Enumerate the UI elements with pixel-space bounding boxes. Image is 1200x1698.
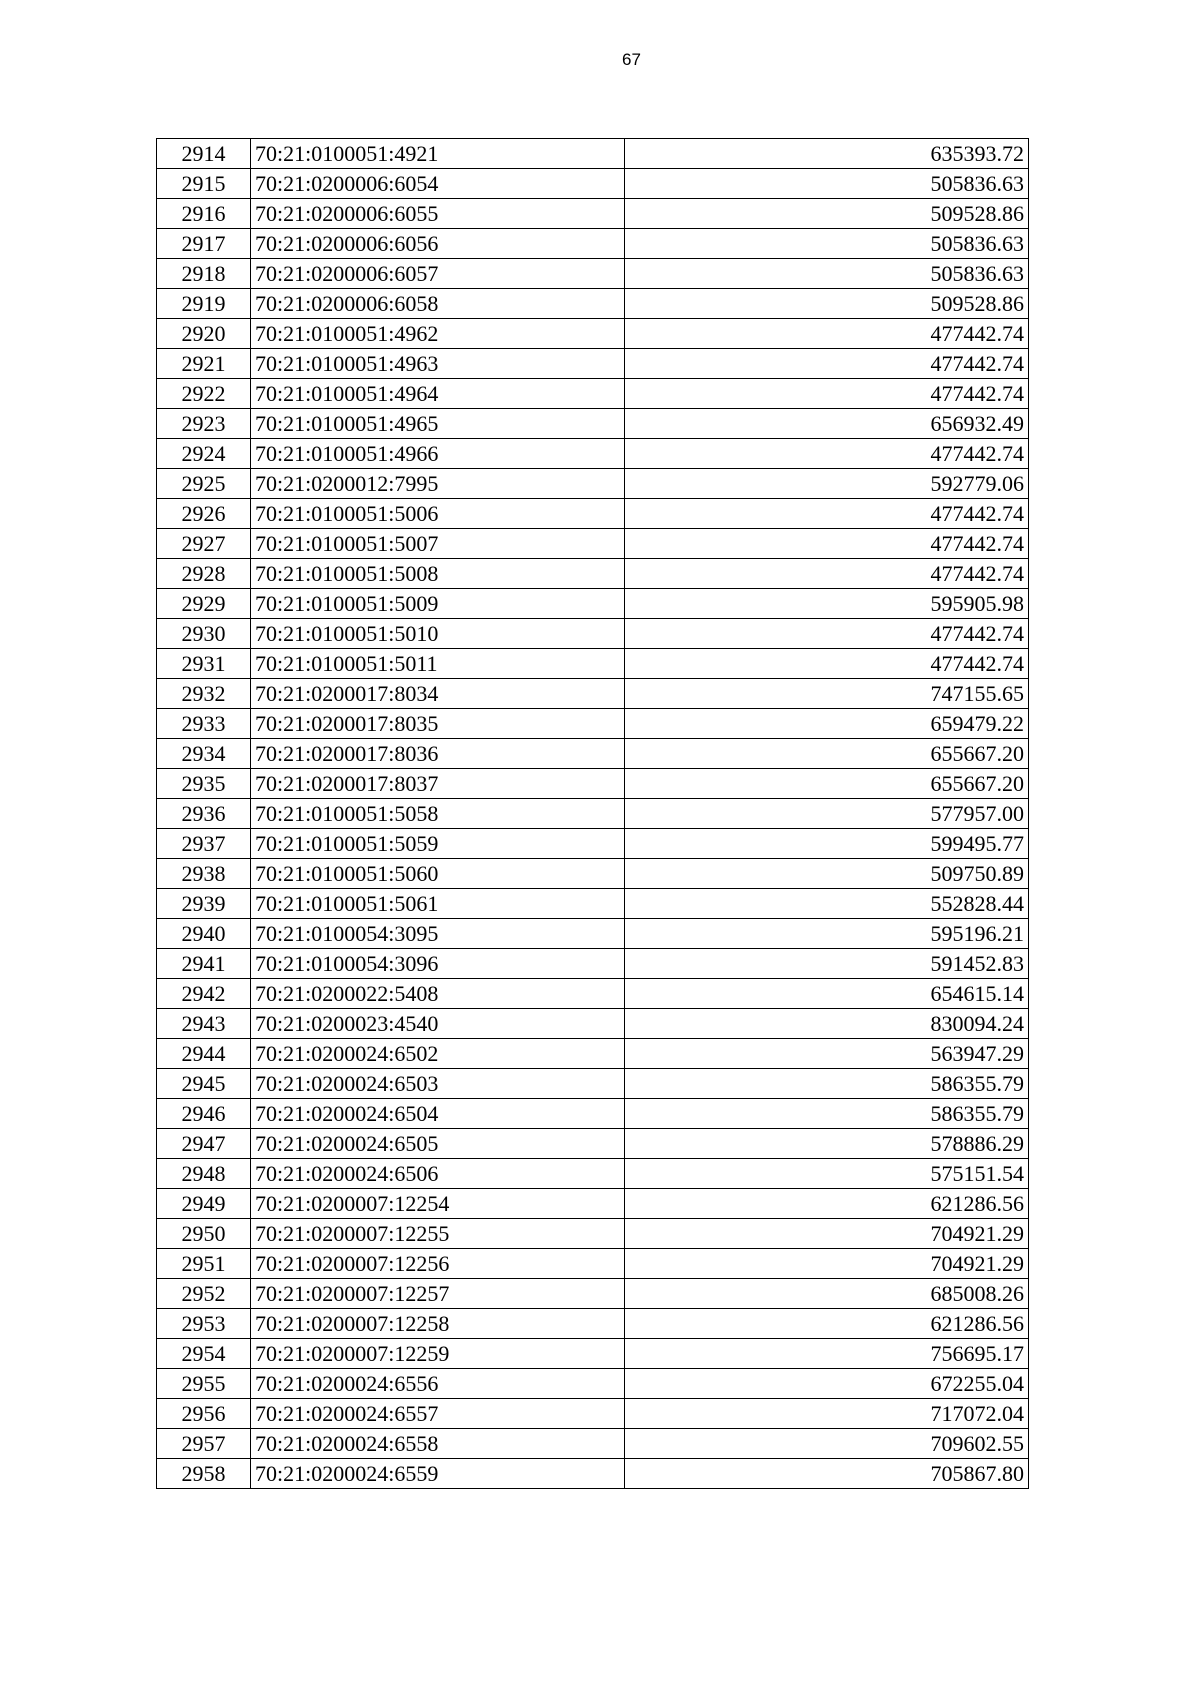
table-row [157,319,1029,349]
table-row [157,739,1029,769]
row-number-cell: 2914 [157,139,251,169]
row-number-cell: 2916 [157,199,251,229]
cadastral-value-cell: 635393.72 [625,139,1029,169]
cadastral-number-cell: 70:21:0100051:5008 [251,559,625,589]
table-row [157,139,1029,169]
cadastral-number-cell: 70:21:0200006:6056 [251,229,625,259]
table-row [157,469,1029,499]
cadastral-number-cell: 70:21:0200024:6556 [251,1369,625,1399]
row-number-cell: 2954 [157,1339,251,1369]
table-row [157,829,1029,859]
row-number-cell: 2915 [157,169,251,199]
row-number-cell: 2940 [157,919,251,949]
cadastral-number-cell: 70:21:0200017:8034 [251,679,625,709]
row-number-cell: 2934 [157,739,251,769]
table-row [157,979,1029,1009]
cadastral-number-cell: 70:21:0200007:12257 [251,1279,625,1309]
cadastral-value-cell: 505836.63 [625,259,1029,289]
cadastral-value-cell: 621286.56 [625,1189,1029,1219]
row-number-cell: 2942 [157,979,251,1009]
cadastral-value-cell: 655667.20 [625,739,1029,769]
row-number-cell: 2937 [157,829,251,859]
cadastral-value-cell: 586355.79 [625,1099,1029,1129]
row-number-cell: 2938 [157,859,251,889]
table-row [157,919,1029,949]
row-number-cell: 2922 [157,379,251,409]
cadastral-value-cell: 477442.74 [625,319,1029,349]
table-row [157,1339,1029,1369]
cadastral-number-cell: 70:21:0200024:6559 [251,1459,625,1489]
cadastral-number-cell: 70:21:0100051:4921 [251,139,625,169]
table-row [157,1309,1029,1339]
cadastral-value-cell: 477442.74 [625,379,1029,409]
table-row [157,1099,1029,1129]
cadastral-value-cell: 505836.63 [625,169,1029,199]
cadastral-value-cell: 655667.20 [625,769,1029,799]
cadastral-number-cell: 70:21:0100051:5058 [251,799,625,829]
cadastral-number-cell: 70:21:0200017:8037 [251,769,625,799]
cadastral-value-cell: 704921.29 [625,1219,1029,1249]
cadastral-number-cell: 70:21:0200007:12259 [251,1339,625,1369]
table-row [157,409,1029,439]
cadastral-number-cell: 70:21:0200024:6504 [251,1099,625,1129]
cadastral-value-cell: 509528.86 [625,289,1029,319]
row-number-cell: 2944 [157,1039,251,1069]
row-number-cell: 2936 [157,799,251,829]
cadastral-value-cell: 477442.74 [625,439,1029,469]
row-number-cell: 2932 [157,679,251,709]
row-number-cell: 2941 [157,949,251,979]
table-row [157,1219,1029,1249]
cadastral-value-cell: 477442.74 [625,529,1029,559]
row-number-cell: 2925 [157,469,251,499]
row-number-cell: 2928 [157,559,251,589]
cadastral-number-cell: 70:21:0200007:12254 [251,1189,625,1219]
cadastral-number-cell: 70:21:0100054:3095 [251,919,625,949]
cadastral-number-cell: 70:21:0200023:4540 [251,1009,625,1039]
table-body [157,139,1029,1489]
table-row [157,949,1029,979]
row-number-cell: 2931 [157,649,251,679]
row-number-cell: 2920 [157,319,251,349]
cadastral-value-cell: 654615.14 [625,979,1029,1009]
cadastral-value-cell: 704921.29 [625,1249,1029,1279]
table-row [157,169,1029,199]
row-number-cell: 2950 [157,1219,251,1249]
cadastral-value-cell: 595905.98 [625,589,1029,619]
cadastral-value-cell: 830094.24 [625,1009,1029,1039]
table-row [157,199,1029,229]
table-row [157,1369,1029,1399]
table-row [157,1279,1029,1309]
cadastral-value-cell: 659479.22 [625,709,1029,739]
table-row [157,1009,1029,1039]
row-number-cell: 2927 [157,529,251,559]
cadastral-value-cell: 575151.54 [625,1159,1029,1189]
cadastral-number-cell: 70:21:0100051:4962 [251,319,625,349]
cadastral-number-cell: 70:21:0200024:6502 [251,1039,625,1069]
cadastral-number-cell: 70:21:0200024:6506 [251,1159,625,1189]
row-number-cell: 2930 [157,619,251,649]
cadastral-value-cell: 656932.49 [625,409,1029,439]
row-number-cell: 2923 [157,409,251,439]
row-number-cell: 2917 [157,229,251,259]
cadastral-value-cell: 477442.74 [625,499,1029,529]
cadastral-value-cell: 477442.74 [625,619,1029,649]
row-number-cell: 2933 [157,709,251,739]
cadastral-number-cell: 70:21:0100051:4964 [251,379,625,409]
row-number-cell: 2952 [157,1279,251,1309]
table-row [157,499,1029,529]
table-row [157,1069,1029,1099]
table-row [157,709,1029,739]
table-row [157,1159,1029,1189]
cadastral-value-cell: 477442.74 [625,649,1029,679]
cadastral-value-cell: 592779.06 [625,469,1029,499]
cadastral-value-cell: 621286.56 [625,1309,1029,1339]
cadastral-number-cell: 70:21:0200022:5408 [251,979,625,1009]
row-number-cell: 2943 [157,1009,251,1039]
page-number: 67 [622,50,641,69]
cadastral-value-cell: 747155.65 [625,679,1029,709]
row-number-cell: 2946 [157,1099,251,1129]
table-row [157,589,1029,619]
cadastral-value-cell: 552828.44 [625,889,1029,919]
table-row [157,349,1029,379]
table-row [157,1429,1029,1459]
cadastral-value-cell: 595196.21 [625,919,1029,949]
cadastral-number-cell: 70:21:0100051:4965 [251,409,625,439]
table-row [157,1189,1029,1219]
row-number-cell: 2939 [157,889,251,919]
table-row [157,229,1029,259]
cadastral-number-cell: 70:21:0200006:6054 [251,169,625,199]
row-number-cell: 2958 [157,1459,251,1489]
row-number-cell: 2956 [157,1399,251,1429]
row-number-cell: 2935 [157,769,251,799]
cadastral-value-cell: 509528.86 [625,199,1029,229]
cadastral-value-cell: 685008.26 [625,1279,1029,1309]
table-row [157,259,1029,289]
row-number-cell: 2957 [157,1429,251,1459]
table-row [157,799,1029,829]
cadastral-number-cell: 70:21:0200024:6558 [251,1429,625,1459]
cadastral-number-cell: 70:21:0100054:3096 [251,949,625,979]
row-number-cell: 2919 [157,289,251,319]
table-row [157,1399,1029,1429]
cadastral-number-cell: 70:21:0100051:5010 [251,619,625,649]
table-row [157,889,1029,919]
table-row [157,1129,1029,1159]
cadastral-value-cell: 509750.89 [625,859,1029,889]
cadastral-number-cell: 70:21:0100051:5060 [251,859,625,889]
cadastral-number-cell: 70:21:0200024:6505 [251,1129,625,1159]
cadastral-number-cell: 70:21:0100051:5009 [251,589,625,619]
table-row [157,529,1029,559]
cadastral-value-cell: 586355.79 [625,1069,1029,1099]
cadastral-number-cell: 70:21:0200012:7995 [251,469,625,499]
cadastral-number-cell: 70:21:0200006:6058 [251,289,625,319]
row-number-cell: 2955 [157,1369,251,1399]
cadastral-number-cell: 70:21:0100051:5011 [251,649,625,679]
row-number-cell: 2953 [157,1309,251,1339]
cadastral-number-cell: 70:21:0200007:12258 [251,1309,625,1339]
cadastral-value-cell: 505836.63 [625,229,1029,259]
table-row [157,439,1029,469]
cadastral-number-cell: 70:21:0200017:8035 [251,709,625,739]
row-number-cell: 2945 [157,1069,251,1099]
cadastral-number-cell: 70:21:0200017:8036 [251,739,625,769]
row-number-cell: 2926 [157,499,251,529]
table-row [157,379,1029,409]
table-row [157,1039,1029,1069]
row-number-cell: 2948 [157,1159,251,1189]
cadastral-number-cell: 70:21:0100051:5006 [251,499,625,529]
table-row [157,289,1029,319]
table-row [157,619,1029,649]
table-row [157,1459,1029,1489]
cadastral-value-cell: 591452.83 [625,949,1029,979]
cadastral-number-cell: 70:21:0100051:4966 [251,439,625,469]
cadastral-value-cell: 709602.55 [625,1429,1029,1459]
cadastral-value-cell: 563947.29 [625,1039,1029,1069]
cadastral-number-cell: 70:21:0200006:6055 [251,199,625,229]
row-number-cell: 2929 [157,589,251,619]
cadastral-number-cell: 70:21:0200024:6503 [251,1069,625,1099]
table-row [157,1249,1029,1279]
row-number-cell: 2949 [157,1189,251,1219]
table-row [157,769,1029,799]
cadastral-value-cell: 577957.00 [625,799,1029,829]
cadastral-number-cell: 70:21:0200006:6057 [251,259,625,289]
cadastral-number-cell: 70:21:0100051:5007 [251,529,625,559]
cadastral-number-cell: 70:21:0200007:12255 [251,1219,625,1249]
cadastral-value-cell: 477442.74 [625,349,1029,379]
cadastral-value-cell: 477442.74 [625,559,1029,589]
cadastral-value-table [156,138,1029,1489]
row-number-cell: 2924 [157,439,251,469]
cadastral-value-cell: 599495.77 [625,829,1029,859]
cadastral-number-cell: 70:21:0200024:6557 [251,1399,625,1429]
cadastral-number-cell: 70:21:0100051:5061 [251,889,625,919]
row-number-cell: 2918 [157,259,251,289]
cadastral-value-cell: 705867.80 [625,1459,1029,1489]
cadastral-value-cell: 756695.17 [625,1339,1029,1369]
table-row [157,649,1029,679]
row-number-cell: 2947 [157,1129,251,1159]
table-row [157,559,1029,589]
table-row [157,859,1029,889]
cadastral-value-cell: 717072.04 [625,1399,1029,1429]
cadastral-number-cell: 70:21:0100051:5059 [251,829,625,859]
cadastral-value-cell: 578886.29 [625,1129,1029,1159]
row-number-cell: 2921 [157,349,251,379]
table-row [157,679,1029,709]
row-number-cell: 2951 [157,1249,251,1279]
cadastral-value-cell: 672255.04 [625,1369,1029,1399]
cadastral-number-cell: 70:21:0200007:12256 [251,1249,625,1279]
cadastral-number-cell: 70:21:0100051:4963 [251,349,625,379]
